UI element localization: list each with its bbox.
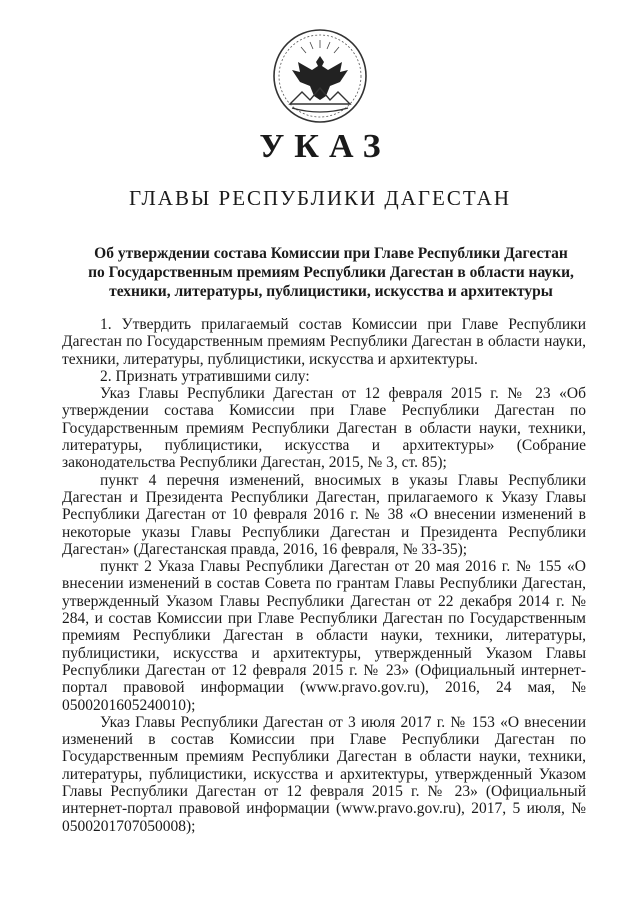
document-title: УКАЗ	[259, 128, 391, 165]
paragraph: 1. Утвердить прилагаемый состав Комиссии при Главе Республики Дагестан по Государственным премиям Республики Дагестан в области науки, техники, литературы, публицистики, искусства и архитектуры.	[62, 316, 586, 368]
paragraph: Указ Главы Республики Дагестан от 3 июля 2017 г. № 153 «О внесении изменений в состав Комиссии при Главе Республики Дагестан по Государственным премиям Республики Дагестан в области науки, техники, литературы, публицистики, искусства и архитектуры, утвержденный Указом Главы Республики Дагестан от 12 февраля 2015 г. № 23» (Официальный интернет-портал правовой информации (www.pravo.gov.ru), 2017, 5 июля, № 0500201707050008);	[62, 713, 586, 835]
coat-of-arms-icon	[270, 26, 370, 126]
decree-body	[62, 316, 586, 835]
paragraph: пункт 4 перечня изменений, вносимых в указы Главы Республики Дагестан и Президента Республики Дагестан, прилагаемого к Указу Главы Республики Дагестан от 10 февраля 2016 г. № 38 «О внесении изменений в некоторые указы Главы Республики Дагестан и Президента Республики Дагестан» (Дагестанская правда, 2016, 16 февраля, № 33-35);	[62, 471, 586, 558]
decree-heading: Об утверждении состава Комиссии при Главе Республики Дагестан по Государственным премиям Республики Дагестан в области науки, техники, литературы, публицистики, искусства и архитектуры	[88, 245, 574, 300]
paragraph: 2. Признать утратившими силу:	[100, 367, 310, 385]
paragraph: пункт 2 Указа Главы Республики Дагестан от 20 мая 2016 г. № 155 «О внесении изменений в состав Совета по грантам Главы Республики Дагестан, утвержденный Указом Главы Республики Дагестан от 22 декабря 2014 г. № 284, и состав Комиссии при Главе Республики Дагестан по Государственным премиям Республики Дагестан в области науки, техники, литературы, публицистики, искусства и архитектуры, утвержденный Указом Главы Республики Дагестан от 12 февраля 2015 г. № 23» (Официальный интернет-портал правовой информации (www.pravo.gov.ru), 2016, 24 мая, № 0500201605240010);	[62, 558, 586, 714]
paragraph: Указ Главы Республики Дагестан от 12 февраля 2015 г. № 23 «Об утверждении состава Комиссии при Главе Республики Дагестан по Государственным премиям Республики Дагестан в области науки, техники, литературы, публицистики, искусства и архитектуры» (Собрание законодательства Республики Дагестан, 2015, № 3, ст. 85);	[62, 385, 586, 472]
document-subtitle: ГЛАВЫ РЕСПУБЛИКИ ДАГЕСТАН	[128, 186, 512, 210]
